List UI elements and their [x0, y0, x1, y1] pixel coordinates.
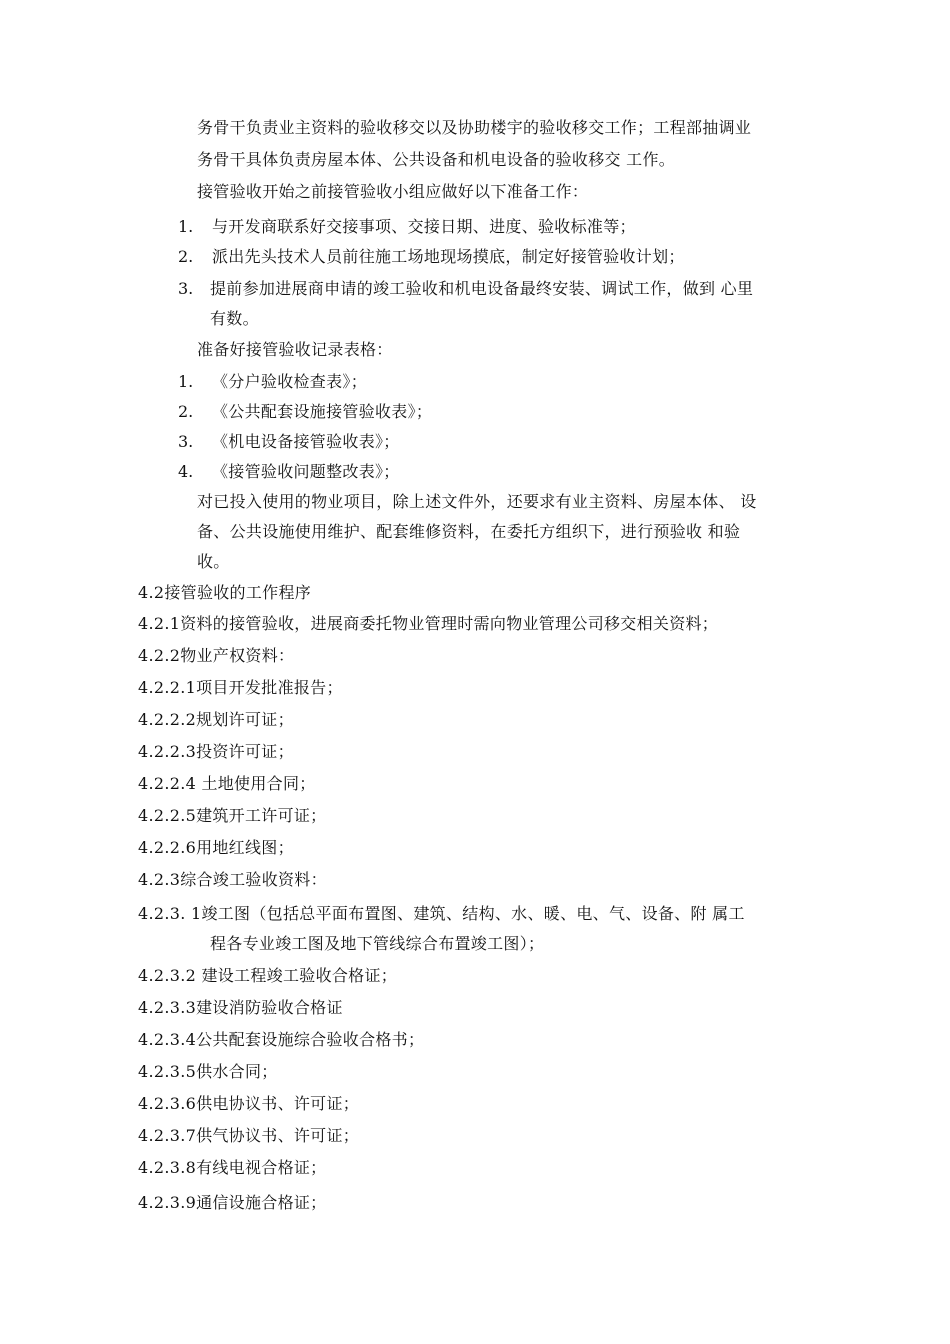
intro-line-3: 接管验收开始之前接管验收小组应做好以下准备工作：	[197, 182, 589, 201]
section-line: 4.2.2.4 土地使用合同；	[138, 774, 316, 793]
prep-item-continuation: 有数。	[210, 309, 259, 328]
form-item-number: 2.	[178, 402, 194, 421]
section-line: 4.2.2物业产权资料：	[138, 646, 295, 665]
section-line: 4.2.3.9通信设施合格证；	[138, 1193, 327, 1212]
section-line: 4.2.3.4公共配套设施综合验收合格书；	[138, 1030, 425, 1049]
section-line: 4.2.3.7供气协议书、许可证；	[138, 1126, 360, 1145]
form-item-number: 4.	[178, 462, 194, 481]
section-line: 4.2.2.2规划许可证；	[138, 710, 294, 729]
section-line: 4.2.1资料的接管验收，进展商委托物业管理时需向物业管理公司移交相关资料；	[138, 614, 719, 633]
section-line: 4.2.2.6用地红线图；	[138, 838, 294, 857]
intro-line-2: 务骨干具体负责房屋本体、公共设备和机电设备的验收移交 工作。	[197, 150, 676, 169]
inuse-line-2: 备、公共设施使用维护、配套维修资料，在委托方组织下，进行预验收 和验	[197, 522, 741, 541]
inuse-line-3: 收。	[197, 552, 230, 571]
inuse-line-1: 对已投入使用的物业项目，除上述文件外，还要求有业主资料、房屋本体、 设	[197, 492, 757, 511]
form-item-text: 《公共配套设施接管验收表》；	[212, 402, 433, 421]
section-line: 4.2.2.5建筑开工许可证；	[138, 806, 327, 825]
section-line: 4.2.3.3建设消防验收合格证	[138, 998, 343, 1017]
section-line: 4.2.3.5供水合同；	[138, 1062, 278, 1081]
prep-item-text: 与开发商联系好交接事项、交接日期、进度、验收标准等；	[212, 217, 636, 236]
prep-item-number: 3.	[178, 279, 194, 298]
section-line: 4.2.3. 1竣工图（包括总平面布置图、建筑、结构、水、暖、电、气、设备、附 属工	[138, 904, 745, 923]
prep-item-number: 1.	[178, 217, 194, 236]
section-line: 4.2接管验收的工作程序	[138, 583, 312, 602]
form-item-number: 3.	[178, 432, 194, 451]
section-line: 4.2.2.3投资许可证；	[138, 742, 294, 761]
section-line: 4.2.2.1项目开发批准报告；	[138, 678, 343, 697]
section-line: 4.2.3.2 建设工程竣工验收合格证；	[138, 966, 398, 985]
form-item-text: 《机电设备接管验收表》；	[212, 432, 400, 451]
prep-item-text: 派出先头技术人员前往施工场地现场摸底，制定好接管验收计划；	[212, 247, 685, 266]
section-line: 4.2.3.6供电协议书、许可证；	[138, 1094, 360, 1113]
section-line-continuation: 程各专业竣工图及地下管线综合布置竣工图）；	[210, 934, 545, 953]
form-item-text: 《接管验收问题整改表》；	[212, 462, 400, 481]
section-line: 4.2.3.8有线电视合格证；	[138, 1158, 327, 1177]
form-item-text: 《分户验收检查表》；	[212, 372, 368, 391]
forms-heading: 准备好接管验收记录表格：	[197, 340, 393, 359]
section-line: 4.2.3综合竣工验收资料：	[138, 870, 327, 889]
form-item-number: 1.	[178, 372, 194, 391]
prep-item-number: 2.	[178, 247, 194, 266]
prep-item-text: 提前参加进展商申请的竣工验收和机电设备最终安装、调试工作，做到 心里	[210, 279, 754, 298]
intro-line-1: 务骨干负责业主资料的验收移交以及协助楼宇的验收移交工作；工程部抽调业	[197, 118, 752, 137]
